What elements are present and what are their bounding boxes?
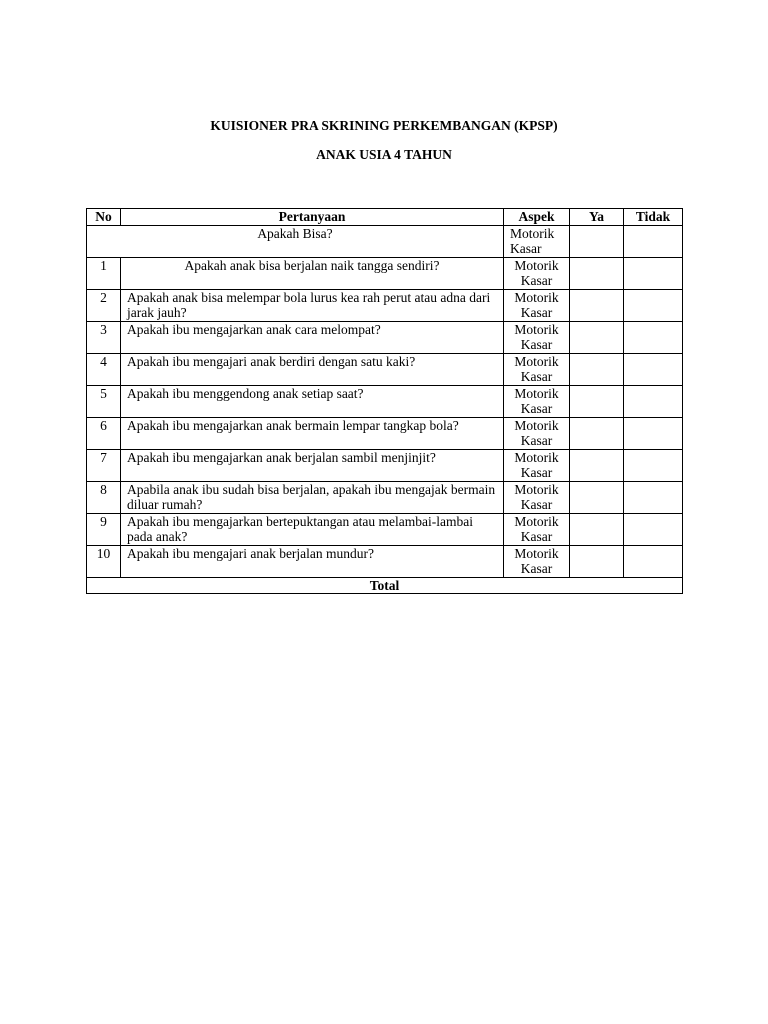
table-row bbox=[87, 481, 683, 513]
row-aspect bbox=[504, 321, 570, 353]
row-aspect bbox=[504, 449, 570, 481]
table-row bbox=[87, 353, 683, 385]
row-number: 4 bbox=[87, 353, 121, 385]
row-no-cell bbox=[624, 385, 683, 417]
row-question: Apakah anak bisa melempar bola lurus kea rah perut atau adna dari jarak jauh? bbox=[121, 289, 504, 321]
aspect-line-1: Motorik bbox=[514, 417, 559, 433]
header-yes: Ya bbox=[570, 209, 624, 226]
row-aspect bbox=[504, 289, 570, 321]
row-yes-cell bbox=[570, 417, 624, 449]
row-aspect bbox=[504, 513, 570, 545]
row-number: 3 bbox=[87, 321, 121, 353]
intro-no-cell bbox=[624, 225, 683, 257]
aspect-line-2: Kasar bbox=[520, 465, 553, 480]
row-aspect bbox=[504, 385, 570, 417]
row-aspect bbox=[504, 545, 570, 577]
aspect-line-2: Kasar bbox=[520, 369, 553, 384]
total-row bbox=[87, 577, 683, 594]
aspect-line-1: Motorik bbox=[514, 481, 559, 497]
intro-aspect bbox=[504, 225, 570, 257]
table-row bbox=[87, 289, 683, 321]
row-aspect bbox=[504, 481, 570, 513]
row-question: Apakah anak bisa berjalan naik tangga sendiri? bbox=[121, 257, 504, 289]
row-no-cell bbox=[624, 257, 683, 289]
intro-row bbox=[87, 225, 683, 257]
row-yes-cell bbox=[570, 481, 624, 513]
header-no: No bbox=[87, 209, 121, 226]
row-question: Apakah ibu mengajarkan bertepuktangan atau melambai-lambai pada anak? bbox=[121, 513, 504, 545]
aspect-line-1: Motorik bbox=[514, 257, 559, 273]
aspect-line-1: Motorik bbox=[514, 321, 559, 337]
row-number: 5 bbox=[87, 385, 121, 417]
aspect-line-2: Kasar bbox=[510, 241, 542, 256]
row-no-cell bbox=[624, 481, 683, 513]
row-no-cell bbox=[624, 513, 683, 545]
row-question: Apakah ibu mengajarkan anak cara melompat? bbox=[121, 321, 504, 353]
row-no-cell bbox=[624, 449, 683, 481]
aspect-line-2: Kasar bbox=[520, 433, 553, 448]
row-no-cell bbox=[624, 545, 683, 577]
row-yes-cell bbox=[570, 289, 624, 321]
table-row bbox=[87, 321, 683, 353]
table-row bbox=[87, 545, 683, 577]
aspect-line-2: Kasar bbox=[520, 305, 553, 320]
row-number: 2 bbox=[87, 289, 121, 321]
aspect-line-1: Motorik bbox=[514, 513, 559, 529]
row-yes-cell bbox=[570, 385, 624, 417]
row-question: Apakah ibu mengajari anak berjalan mundur? bbox=[121, 545, 504, 577]
aspect-line-1: Motorik bbox=[514, 545, 559, 561]
table-row bbox=[87, 385, 683, 417]
row-yes-cell bbox=[570, 449, 624, 481]
document-subtitle: ANAK USIA 4 TAHUN bbox=[316, 147, 452, 162]
row-yes-cell bbox=[570, 513, 624, 545]
aspect-line-1: Motorik bbox=[514, 449, 559, 465]
row-yes-cell bbox=[570, 353, 624, 385]
document-title: KUISIONER PRA SKRINING PERKEMBANGAN (KPSP) bbox=[210, 118, 558, 133]
row-question: Apakah ibu mengajarkan anak bermain lempar tangkap bola? bbox=[121, 417, 504, 449]
row-number: 8 bbox=[87, 481, 121, 513]
row-question: Apabila anak ibu sudah bisa berjalan, apakah ibu mengajak bermain diluar rumah? bbox=[121, 481, 504, 513]
table-row bbox=[87, 449, 683, 481]
row-number: 1 bbox=[87, 257, 121, 289]
table-header-row bbox=[87, 209, 683, 226]
row-question: Apakah ibu menggendong anak setiap saat? bbox=[121, 385, 504, 417]
intro-yes-cell bbox=[570, 225, 624, 257]
aspect-line-2: Kasar bbox=[520, 273, 553, 288]
row-yes-cell bbox=[570, 257, 624, 289]
row-aspect bbox=[504, 353, 570, 385]
row-number: 6 bbox=[87, 417, 121, 449]
row-no-cell bbox=[624, 321, 683, 353]
row-no-cell bbox=[624, 353, 683, 385]
row-aspect bbox=[504, 417, 570, 449]
header-aspect: Aspek bbox=[504, 209, 570, 226]
aspect-line-2: Kasar bbox=[520, 497, 553, 512]
row-number: 7 bbox=[87, 449, 121, 481]
row-yes-cell bbox=[570, 321, 624, 353]
kpsp-table bbox=[86, 208, 683, 594]
aspect-line-1: Motorik bbox=[514, 289, 559, 305]
aspect-line-2: Kasar bbox=[520, 337, 553, 352]
row-question: Apakah ibu mengajarkan anak berjalan sambil menjinjit? bbox=[121, 449, 504, 481]
row-aspect bbox=[504, 257, 570, 289]
header-no-answer: Tidak bbox=[624, 209, 683, 226]
row-no-cell bbox=[624, 417, 683, 449]
table-row bbox=[87, 417, 683, 449]
total-label: Total bbox=[87, 577, 683, 594]
row-no-cell bbox=[624, 289, 683, 321]
intro-question: Apakah Bisa? bbox=[87, 225, 504, 257]
row-yes-cell bbox=[570, 545, 624, 577]
row-number: 9 bbox=[87, 513, 121, 545]
row-question: Apakah ibu mengajari anak berdiri dengan satu kaki? bbox=[121, 353, 504, 385]
aspect-line-1: Motorik bbox=[514, 385, 559, 401]
header-question: Pertanyaan bbox=[121, 209, 504, 226]
aspect-line-2: Kasar bbox=[520, 561, 553, 576]
row-number: 10 bbox=[87, 545, 121, 577]
aspect-line-1: Motorik bbox=[510, 225, 555, 241]
aspect-line-2: Kasar bbox=[520, 401, 553, 416]
table-row bbox=[87, 257, 683, 289]
table-row bbox=[87, 513, 683, 545]
aspect-line-1: Motorik bbox=[514, 353, 559, 369]
aspect-line-2: Kasar bbox=[520, 529, 553, 544]
